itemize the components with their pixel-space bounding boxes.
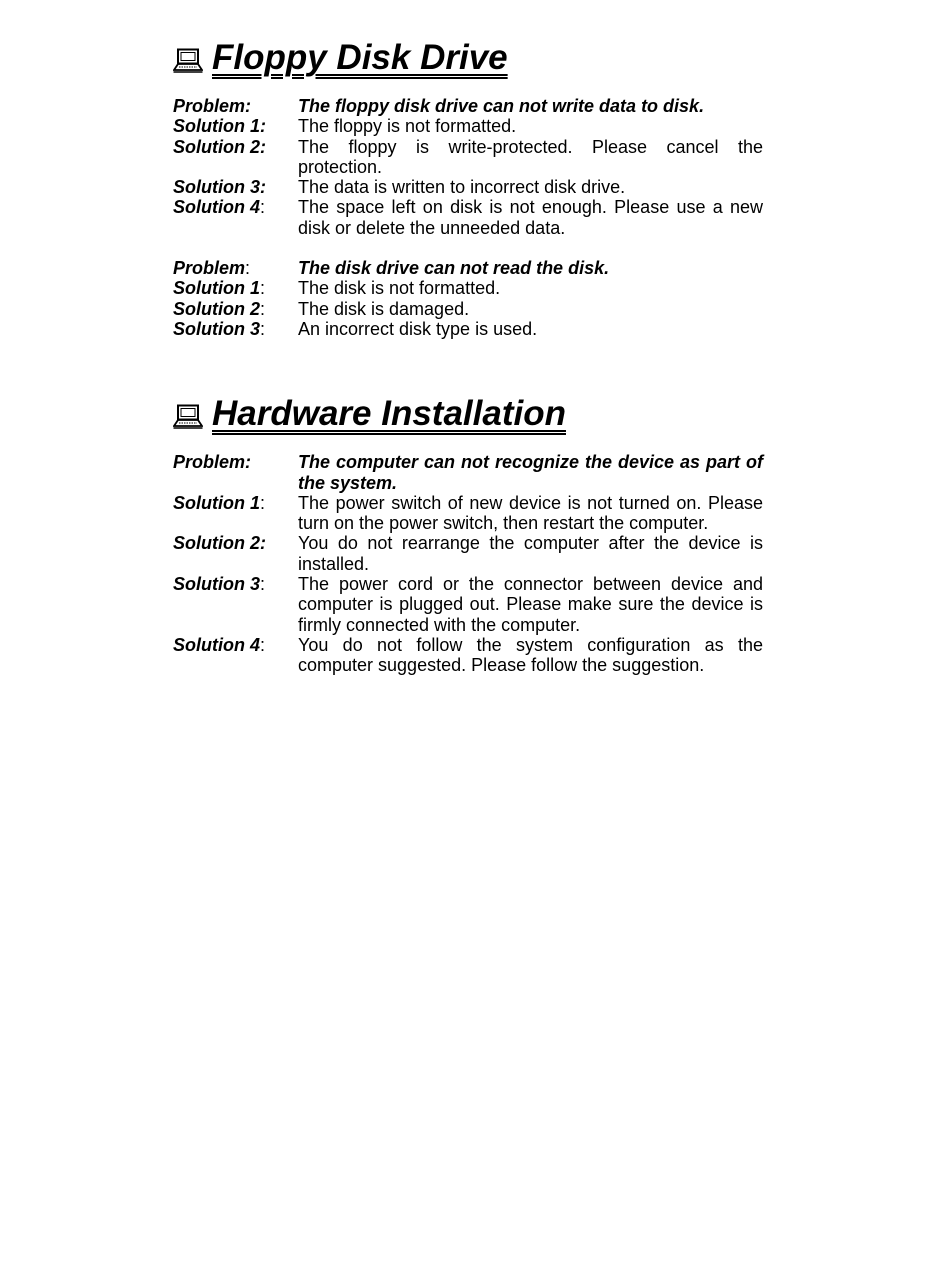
section-title	[173, 394, 763, 434]
row-label: Problem:	[173, 452, 252, 473]
row-label: Solution 2	[173, 298, 260, 319]
solution-text: You do not follow the system configuration as the computer suggested. Please follow the suggestion.	[298, 634, 763, 676]
row-label: Solution 3	[173, 318, 260, 339]
row-label: Solution 3	[173, 574, 260, 595]
solution-row	[173, 574, 763, 635]
laptop-icon	[173, 404, 203, 430]
solution-text: The disk is not formatted.	[298, 278, 501, 299]
problem-text: The floppy disk drive can not write data to disk.	[298, 96, 705, 116]
solution-row	[173, 299, 763, 319]
solution-text: The power cord or the connector between device and computer is plugged out. Please make sure the device is firmly connected with the computer.	[298, 574, 763, 635]
row-label: Solution 2:	[173, 533, 266, 554]
row-colon: :	[260, 492, 266, 513]
solution-row	[173, 137, 763, 178]
laptop-icon	[173, 48, 203, 74]
solution-text: The space left on disk is not enough. Please use a new disk or delete the unneeded data.	[298, 197, 763, 238]
row-label: Solution 4	[173, 634, 260, 655]
problem-row	[173, 96, 763, 116]
solution-text: The power switch of new device is not turned on. Please turn on the power switch, then restart the computer.	[298, 492, 763, 534]
solution-row	[173, 278, 763, 298]
row-label: Solution 2:	[173, 136, 266, 157]
solution-row	[173, 319, 763, 339]
row-label: Solution 1:	[173, 116, 266, 137]
solution-row	[173, 533, 763, 574]
document-page	[173, 38, 763, 676]
solution-row	[173, 177, 763, 197]
solution-row	[173, 493, 763, 534]
problem-text: The computer can not recognize the device as part of the system.	[298, 452, 763, 493]
row-label: Problem	[173, 258, 246, 279]
row-label: Solution 1	[173, 278, 260, 299]
solution-row	[173, 116, 763, 136]
solution-text: You do not rearrange the computer after the device is installed.	[298, 533, 763, 574]
row-colon: :	[245, 258, 251, 279]
problem-text: The disk drive can not read the disk.	[298, 258, 610, 279]
solution-text: The disk is damaged.	[298, 298, 470, 319]
row-colon: :	[260, 318, 266, 339]
row-colon: :	[260, 197, 266, 218]
problem-group	[173, 452, 763, 675]
row-label: Problem:	[173, 96, 252, 116]
solution-text: The data is written to incorrect disk drive.	[298, 177, 626, 198]
row-colon: :	[260, 634, 266, 655]
row-colon: :	[260, 574, 266, 595]
row-colon: :	[260, 278, 266, 299]
problem-group	[173, 258, 763, 339]
problem-row	[173, 452, 763, 493]
problem-row	[173, 258, 763, 278]
row-label: Solution 4	[173, 197, 260, 218]
solution-text: An incorrect disk type is used.	[298, 318, 538, 339]
row-colon: :	[260, 298, 266, 319]
section-title-text: Floppy Disk Drive	[212, 38, 508, 77]
problem-group	[173, 96, 763, 238]
solution-row	[173, 635, 763, 676]
row-label: Solution 3:	[173, 177, 266, 198]
solution-text: The floppy is write-protected. Please cancel the protection.	[298, 136, 763, 177]
section-title-text: Hardware Installation	[212, 394, 566, 434]
solution-text: The floppy is not formatted.	[298, 116, 517, 137]
section-hardware-installation	[173, 394, 763, 675]
solution-row	[173, 197, 763, 238]
section-title	[173, 38, 763, 78]
row-label: Solution 1	[173, 492, 260, 513]
section-floppy-disk-drive	[173, 38, 763, 339]
